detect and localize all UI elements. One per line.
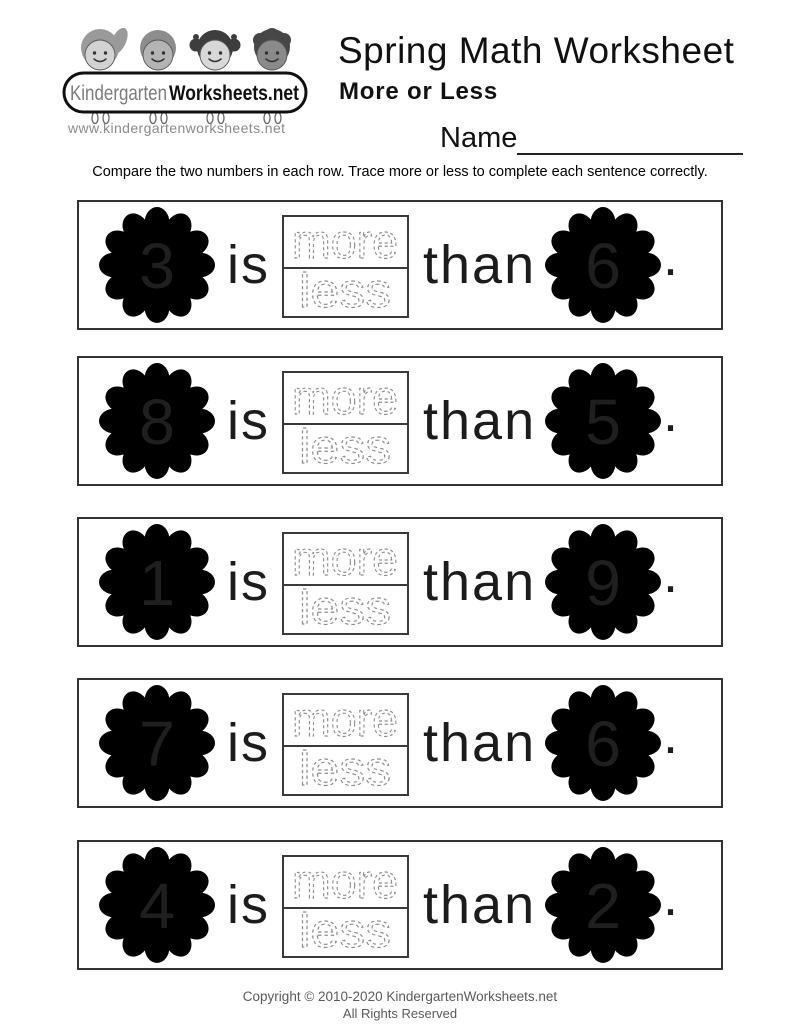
flower-icon <box>99 847 215 963</box>
name-blank-line[interactable] <box>517 124 743 155</box>
word-than: than <box>423 552 537 612</box>
trace-more[interactable] <box>284 534 407 586</box>
worksheet-row <box>77 678 723 808</box>
rights-line: All Rights Reserved <box>342 1006 458 1021</box>
svg-text:less: less <box>299 425 391 470</box>
flower-icon <box>545 363 661 479</box>
flower-icon <box>99 685 215 801</box>
flower-icon <box>545 524 661 640</box>
word-is: is <box>227 391 270 451</box>
trace-less[interactable] <box>284 747 407 794</box>
flower-icon <box>545 685 661 801</box>
sentence-period: . <box>663 705 679 765</box>
svg-text:less: less <box>299 747 391 792</box>
sentence-period: . <box>663 544 679 604</box>
svg-text:more: more <box>292 534 398 582</box>
svg-text:more: more <box>292 373 398 421</box>
left-number: 3 <box>139 230 175 303</box>
logo <box>60 12 312 128</box>
word-is: is <box>227 875 270 935</box>
trace-box <box>282 855 409 958</box>
footer <box>0 988 800 1022</box>
left-number: 8 <box>139 386 175 459</box>
word-is: is <box>227 552 270 612</box>
sentence-period: . <box>663 227 679 287</box>
right-number: 5 <box>585 386 621 459</box>
trace-box <box>282 532 409 635</box>
kids-illustration <box>60 12 312 128</box>
worksheet-row <box>77 356 723 486</box>
kid-boy <box>140 30 176 70</box>
svg-text:less: less <box>299 586 391 631</box>
trace-less[interactable] <box>284 425 407 472</box>
trace-less[interactable] <box>284 909 407 956</box>
trace-less[interactable] <box>284 586 407 633</box>
right-number: 6 <box>585 230 621 303</box>
worksheet-row <box>77 840 723 970</box>
trace-more[interactable] <box>284 217 407 269</box>
word-than: than <box>423 713 537 773</box>
svg-text:more: more <box>292 217 398 265</box>
word-than: than <box>423 875 537 935</box>
logo-text-kindergarten: Kindergarten <box>70 82 167 105</box>
flower-icon <box>99 363 215 479</box>
svg-text:more: more <box>292 695 398 743</box>
svg-text:less: less <box>299 269 391 314</box>
right-number: 9 <box>585 547 621 620</box>
trace-less[interactable] <box>284 269 407 316</box>
left-number: 7 <box>139 708 175 781</box>
name-row <box>440 122 743 155</box>
name-label: Name <box>440 122 518 154</box>
instructions-text: Compare the two numbers in each row. Trace more or less to complete each sentence correctly. <box>92 164 708 180</box>
trace-more[interactable] <box>284 373 407 425</box>
word-than: than <box>423 235 537 295</box>
worksheet-row <box>77 517 723 647</box>
sentence-period: . <box>663 867 679 927</box>
svg-text:more: more <box>292 857 398 905</box>
left-number: 4 <box>139 870 175 943</box>
page-title: Spring Math Worksheet <box>338 30 735 71</box>
right-number: 2 <box>585 870 621 943</box>
word-is: is <box>227 713 270 773</box>
kid-boy-curly <box>253 28 291 70</box>
trace-more[interactable] <box>284 695 407 747</box>
flower-icon <box>545 847 661 963</box>
flower-icon <box>99 524 215 640</box>
kid-girl-ponytail <box>81 25 131 70</box>
right-number: 6 <box>585 708 621 781</box>
svg-text:less: less <box>299 909 391 954</box>
copyright-line: Copyright © 2010-2020 KindergartenWorksheets.net <box>242 989 558 1004</box>
word-is: is <box>227 235 270 295</box>
trace-box <box>282 215 409 318</box>
left-number: 1 <box>139 547 175 620</box>
kid-girl-pigtails <box>190 30 241 70</box>
trace-box <box>282 693 409 796</box>
flower-icon <box>545 207 661 323</box>
word-than: than <box>423 391 537 451</box>
trace-box <box>282 371 409 474</box>
sentence-period: . <box>663 383 679 443</box>
page-subtitle: More or Less <box>339 78 498 105</box>
flower-icon <box>99 207 215 323</box>
logo-text-worksheets: Worksheets.net <box>169 82 299 105</box>
trace-more[interactable] <box>284 857 407 909</box>
website-url: www.kindergartenworksheets.net <box>68 120 286 136</box>
worksheet-row <box>77 200 723 330</box>
